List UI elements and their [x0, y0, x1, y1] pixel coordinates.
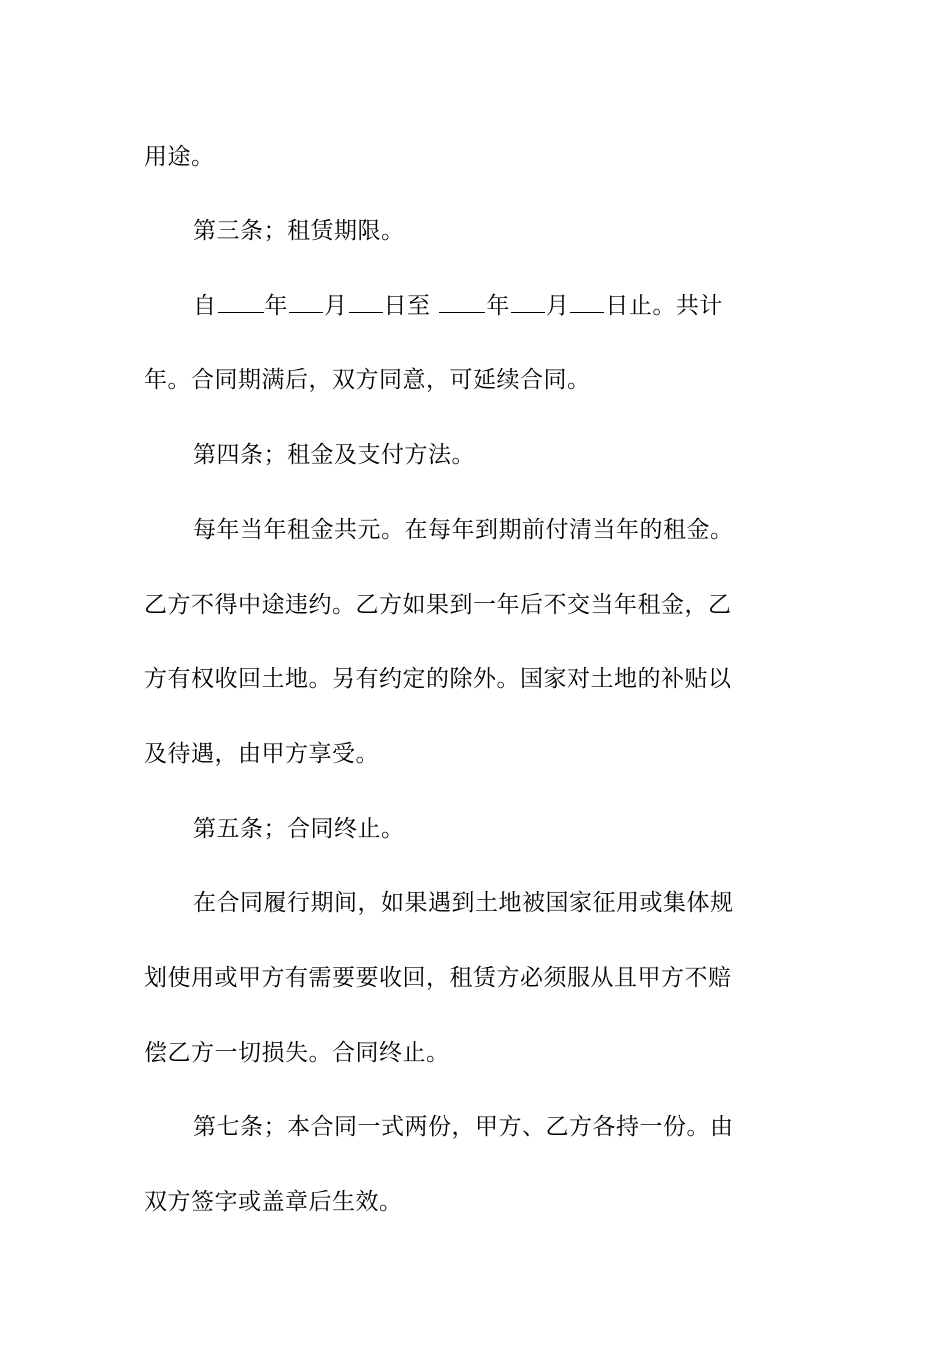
text-fragment: 日止。共计	[605, 293, 723, 319]
text-fragment: 年	[264, 293, 288, 319]
text-line: 方有权收回土地。另有约定的除外。国家对土地的补贴以	[144, 666, 732, 692]
article-heading: 第七条；本合同一式两份，甲方、乙方各持一份。由	[193, 1114, 734, 1140]
article-heading: 第四条；租金及支付方法。	[193, 442, 475, 468]
text-fragment: 自	[193, 293, 217, 319]
text-line: 每年当年租金共元。在每年到期前付清当年的租金。	[193, 517, 734, 543]
text-fragment: 月	[324, 293, 348, 319]
text-line: 用途。	[144, 144, 215, 170]
blank-field	[349, 290, 383, 313]
blank-field	[570, 290, 604, 313]
text-fragment: 月	[545, 293, 570, 319]
blank-field	[289, 290, 323, 313]
text-line: 偿乙方一切损失。合同终止。	[144, 1040, 450, 1066]
blank-field	[218, 290, 264, 313]
lease-period-line	[193, 290, 723, 321]
text-fragment: 日至	[383, 293, 431, 319]
text-line: 年。合同期满后，双方同意，可延续合同。	[144, 367, 591, 393]
text-line: 乙方不得中途违约。乙方如果到一年后不交当年租金，乙	[144, 592, 732, 618]
text-line: 划使用或甲方有需要要收回，租赁方必须服从且甲方不赔	[144, 965, 732, 991]
article-heading: 第三条；租赁期限。	[193, 218, 405, 244]
text-line: 及待遇，由甲方享受。	[144, 741, 379, 767]
text-line: 在合同履行期间，如果遇到土地被国家征用或集体规	[193, 890, 734, 916]
blank-field	[511, 290, 545, 313]
blank-field	[439, 290, 485, 313]
text-line: 双方签字或盖章后生效。	[144, 1189, 403, 1215]
text-fragment: 年	[486, 293, 510, 319]
article-heading: 第五条；合同终止。	[193, 816, 405, 842]
